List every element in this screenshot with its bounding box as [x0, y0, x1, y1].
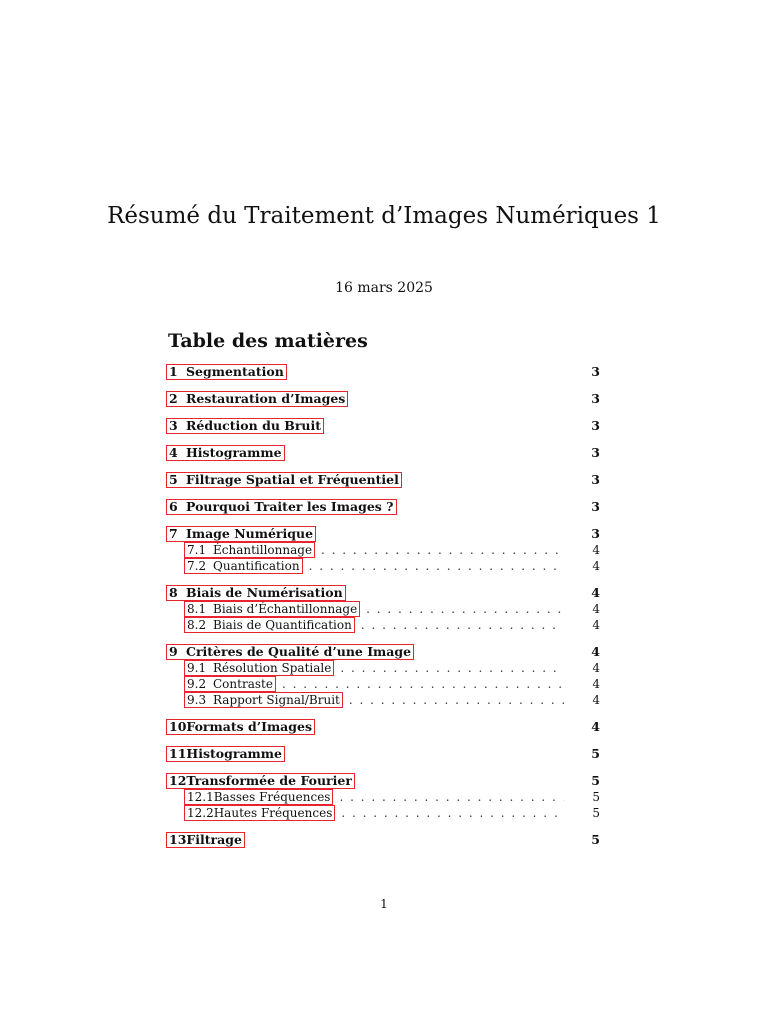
toc-entry-title: Formats d’Images — [186, 719, 313, 734]
toc-entry-number: 13 — [169, 832, 187, 847]
toc-entry-page: 3 — [591, 499, 600, 514]
toc-subentry-link[interactable] — [184, 558, 303, 574]
toc-subentry-page: 4 — [592, 543, 600, 557]
toc-entry-title: Pourquoi Traiter les Images ? — [186, 499, 394, 514]
dot-leader — [355, 617, 564, 633]
toc-entry-link[interactable] — [166, 526, 316, 542]
toc-subentry-number: 8.1 — [187, 602, 207, 616]
toc-entry — [166, 391, 600, 407]
toc-subentry-title: Résolution Spatiale — [213, 661, 332, 675]
page-number: 1 — [380, 897, 388, 911]
toc-section-block — [166, 391, 600, 407]
toc-entry — [166, 644, 600, 660]
toc-subentry-title: Basses Fréquences — [213, 790, 331, 804]
toc-section-block — [166, 445, 600, 461]
toc-entry-link[interactable] — [166, 391, 348, 407]
toc-entry-link[interactable] — [166, 585, 346, 601]
toc-entry-page: 4 — [591, 585, 600, 600]
toc-entry-number: 10 — [169, 719, 187, 734]
toc-entry-page: 4 — [591, 719, 600, 734]
toc-entry-page: 3 — [591, 364, 600, 379]
toc-entry-link[interactable] — [166, 719, 315, 735]
toc-subentry-title: Contraste — [213, 677, 273, 691]
toc-entry-number: 7 — [169, 526, 178, 541]
toc-subentry-number: 9.1 — [187, 661, 207, 675]
toc-entry-number: 2 — [169, 391, 178, 406]
toc-entry-number: 6 — [169, 499, 178, 514]
toc-subentry-title: Hautes Fréquences — [213, 806, 333, 820]
toc-entry — [166, 418, 600, 434]
toc-entry-link[interactable] — [166, 746, 285, 762]
toc-entry-link[interactable] — [166, 472, 402, 488]
toc-section-block — [166, 832, 600, 848]
dot-leader — [343, 692, 564, 708]
toc-heading: Table des matières — [168, 330, 368, 352]
toc-subentry — [166, 692, 600, 708]
toc-entry-number: 4 — [169, 445, 178, 460]
toc-entry-title: Filtrage — [186, 832, 242, 847]
dot-leader — [333, 789, 564, 805]
toc-entry-page: 3 — [591, 526, 600, 541]
toc-entry-link[interactable] — [166, 364, 287, 380]
toc-entry-number: 12 — [169, 773, 187, 788]
toc-subentry-link[interactable] — [184, 601, 360, 617]
toc-subentry-link[interactable] — [184, 805, 335, 821]
toc-entry-page: 3 — [591, 445, 600, 460]
toc-subentry-title: Échantillonnage — [213, 543, 313, 557]
toc-subentry — [166, 805, 600, 821]
toc-subentry-page: 4 — [592, 602, 600, 616]
toc-subentry-number: 8.2 — [187, 618, 207, 632]
toc-subentry-page: 4 — [592, 559, 600, 573]
toc-section-block — [166, 472, 600, 488]
toc-subentry — [166, 676, 600, 692]
toc-entry — [166, 832, 600, 848]
toc-entry-page: 3 — [591, 391, 600, 406]
toc-entry-title: Histogramme — [186, 445, 282, 460]
toc-entry-link[interactable] — [166, 832, 245, 848]
toc-subentry-title: Quantification — [213, 559, 300, 573]
table-of-contents — [166, 364, 600, 859]
toc-subentry — [166, 617, 600, 633]
toc-subentry-link[interactable] — [184, 542, 315, 558]
toc-subentry-page: 5 — [592, 790, 600, 804]
toc-entry — [166, 526, 600, 542]
toc-entry-number: 8 — [169, 585, 178, 600]
toc-subentry-title: Biais d’Échantillonnage — [213, 602, 358, 616]
toc-entry-title: Image Numérique — [186, 526, 314, 541]
toc-entry-number: 5 — [169, 472, 178, 487]
document-title: Résumé du Traitement d’Images Numériques 1 — [107, 203, 661, 229]
toc-subentry-number: 12.1 — [187, 790, 214, 804]
toc-entry-title: Biais de Numérisation — [186, 585, 343, 600]
toc-entry-page: 5 — [591, 773, 600, 788]
toc-section-block — [166, 644, 600, 708]
toc-entry-link[interactable] — [166, 499, 397, 515]
toc-subentry-number: 9.2 — [187, 677, 207, 691]
toc-section-block — [166, 773, 600, 821]
toc-entry-link[interactable] — [166, 644, 414, 660]
toc-entry-number: 11 — [169, 746, 187, 761]
toc-subentry-number: 7.2 — [187, 559, 207, 573]
toc-entry-title: Segmentation — [186, 364, 284, 379]
toc-subentry-link[interactable] — [184, 660, 334, 676]
toc-entry — [166, 746, 600, 762]
toc-entry — [166, 445, 600, 461]
toc-entry-link[interactable] — [166, 445, 285, 461]
toc-subentry — [166, 558, 600, 574]
toc-subentry-page: 4 — [592, 618, 600, 632]
toc-section-block — [166, 585, 600, 633]
toc-section-block — [166, 499, 600, 515]
toc-entry — [166, 364, 600, 380]
toc-entry-page: 5 — [591, 746, 600, 761]
toc-subentry-title: Biais de Quantification — [213, 618, 352, 632]
toc-entry — [166, 499, 600, 515]
toc-entry-title: Restauration d’Images — [186, 391, 346, 406]
toc-subentry — [166, 542, 600, 558]
dot-leader — [276, 676, 564, 692]
toc-subentry-link[interactable] — [184, 692, 343, 708]
toc-entry-title: Histogramme — [186, 746, 282, 761]
toc-subentry-number: 12.2 — [187, 806, 214, 820]
toc-entry-title: Transformée de Fourier — [186, 773, 352, 788]
toc-entry-number: 3 — [169, 418, 178, 433]
dot-leader — [303, 558, 564, 574]
toc-section-block — [166, 418, 600, 434]
toc-section-block — [166, 526, 600, 574]
toc-section-block — [166, 746, 600, 762]
dot-leader — [334, 660, 564, 676]
toc-entry-title: Filtrage Spatial et Fréquentiel — [186, 472, 399, 487]
toc-entry — [166, 585, 600, 601]
toc-entry-number: 9 — [169, 644, 178, 659]
toc-entry-link[interactable] — [166, 418, 324, 434]
toc-subentry-page: 4 — [592, 661, 600, 675]
toc-entry — [166, 472, 600, 488]
toc-subentry-title: Rapport Signal/Bruit — [213, 693, 340, 707]
toc-entry-page: 4 — [591, 644, 600, 659]
toc-section-block — [166, 364, 600, 380]
toc-subentry-page: 4 — [592, 693, 600, 707]
dot-leader — [315, 542, 564, 558]
toc-entry-page: 3 — [591, 418, 600, 433]
toc-subentry-link[interactable] — [184, 789, 333, 805]
toc-entry-page: 5 — [591, 832, 600, 847]
toc-subentry — [166, 601, 600, 617]
toc-subentry-page: 4 — [592, 677, 600, 691]
toc-section-block — [166, 719, 600, 735]
dot-leader — [335, 805, 564, 821]
toc-subentry-page: 5 — [592, 806, 600, 820]
toc-entry-link[interactable] — [166, 773, 355, 789]
toc-entry — [166, 719, 600, 735]
toc-subentry-link[interactable] — [184, 676, 276, 692]
document-date: 16 mars 2025 — [335, 280, 433, 296]
toc-entry — [166, 773, 600, 789]
toc-subentry — [166, 660, 600, 676]
toc-subentry — [166, 789, 600, 805]
dot-leader — [360, 601, 564, 617]
toc-subentry-link[interactable] — [184, 617, 355, 633]
toc-entry-number: 1 — [169, 364, 178, 379]
toc-entry-page: 3 — [591, 472, 600, 487]
toc-entry-title: Critères de Qualité d’une Image — [186, 644, 412, 659]
toc-subentry-number: 9.3 — [187, 693, 207, 707]
toc-subentry-number: 7.1 — [187, 543, 207, 557]
toc-entry-title: Réduction du Bruit — [186, 418, 322, 433]
